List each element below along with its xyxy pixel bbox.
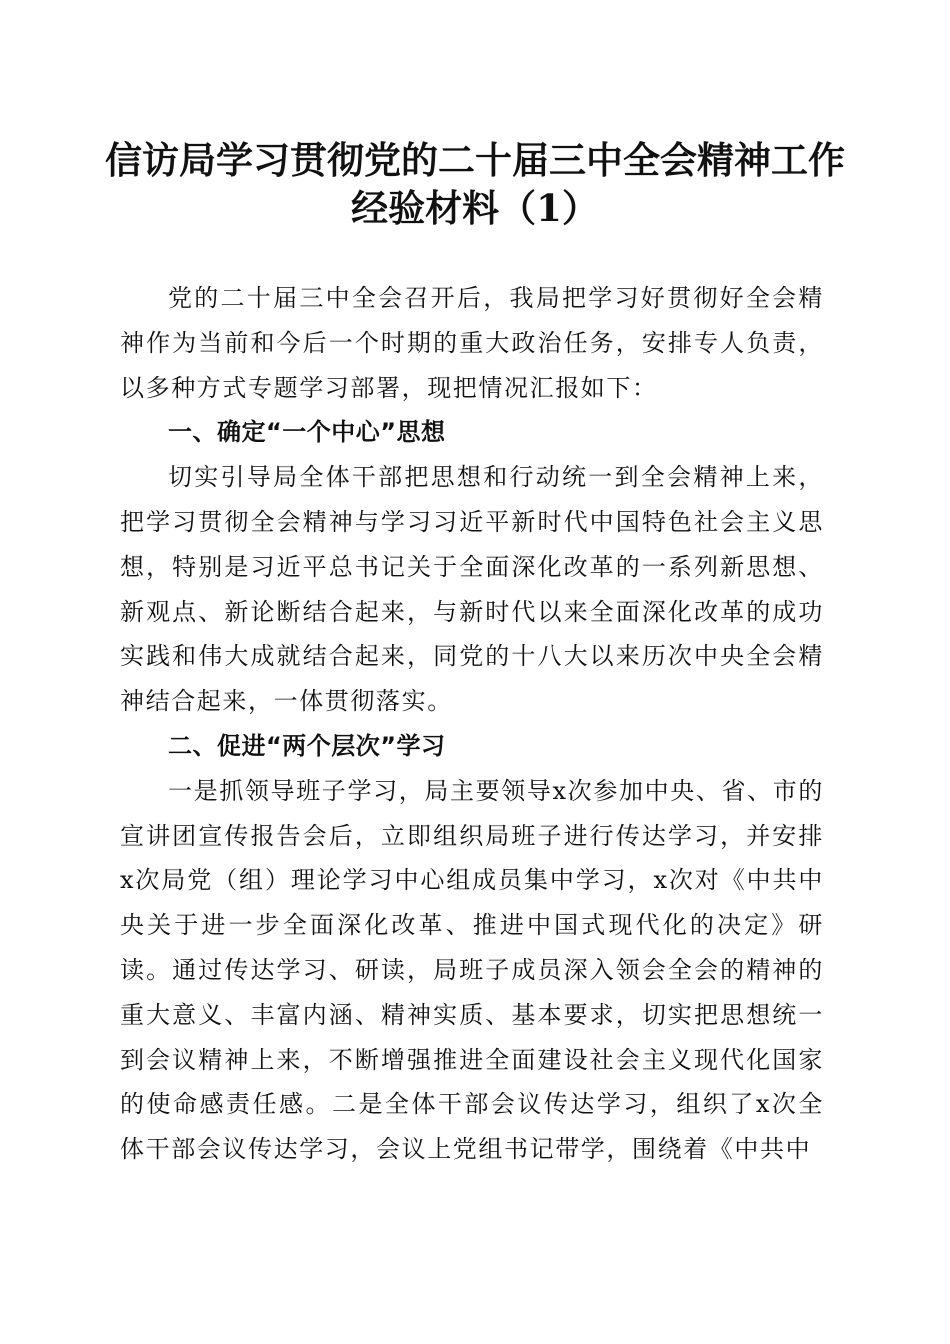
title-line-2: 经验材料（1） [351, 186, 599, 230]
section-1-paragraph: 切实引导局全体干部把思想和行动统一到全会精神上来，把学习贯彻全会精神与学习习近平新时代中国特色社会主义思想，特别是习近平总书记关于全面深化改革的一系列新思想、新观点、新论断结合起来，与新时代以来全面深化改革的成功实践和伟大成就结合起来，同党的十八大以来历次中央全会精神结合起来，一体贯彻落实。 [120, 463, 824, 716]
intro-paragraph: 党的二十届三中全会召开后，我局把学习好贯彻好全会精神作为当前和今后一个时期的重大政治任务，安排专人负责，以多种方式专题学习部署，现把情况汇报如下： [120, 284, 824, 402]
document-body [120, 276, 824, 1172]
section-2-heading: 二、促进“两个层次”学习 [168, 731, 446, 760]
section-1-heading: 一、确定“一个中心”思想 [168, 418, 446, 447]
section-2-paragraph: 一是抓领导班子学习，局主要领导x次参加中央、省、市的宣讲团宣传报告会后，立即组织局班子进行传达学习，并安排x次局党（组）理论学习中心组成员集中学习，x次对《中共中央关于进一步全面深化改革、推进中国式现代化的决定》研读。通过传达学习、研读，局班子成员深入领会全会的精神的重大意义、丰富内涵、精神实质、基本要求，切实把思想统一到会议精神上来，不断增强推进全面建设社会主义现代化国家的使命感责任感。二是全体干部会议传达学习，组织了x次全体干部会议传达学习，会议上党组书记带学，围绕着《中共中 [120, 776, 824, 1164]
title-line-1: 信访局学习贯彻党的二十届三中全会精神工作 [105, 138, 845, 182]
document-title [100, 136, 850, 232]
